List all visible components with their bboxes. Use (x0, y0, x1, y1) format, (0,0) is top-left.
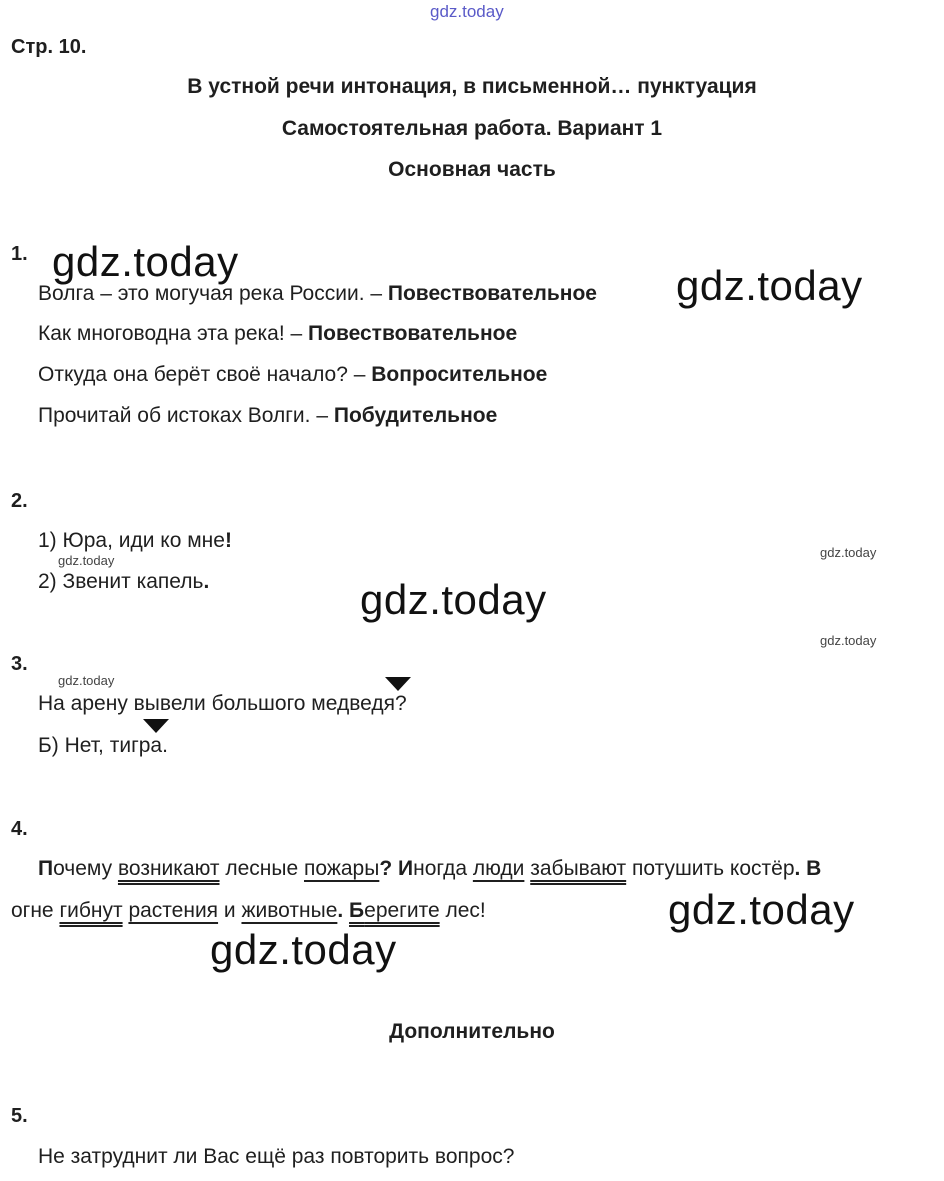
task-1-line (38, 282, 597, 306)
text-fragment: ногда (413, 857, 473, 880)
task-3-number: 3. (11, 653, 28, 675)
task-2-line (38, 529, 232, 553)
watermark: gdz.today (668, 886, 855, 933)
subject: животные (241, 899, 338, 922)
watermark: gdz.today (58, 553, 115, 568)
sentence-text: Прочитай об истоках Волги. – (38, 404, 334, 427)
sentence-text: Откуда она берёт своё начало? – (38, 363, 372, 386)
capital-letter: В (806, 857, 822, 880)
watermark: gdz.today (52, 238, 239, 285)
text-fragment: лесные (219, 857, 304, 880)
capital-letter: Б (349, 899, 365, 922)
task-2-number: 2. (11, 490, 28, 512)
page-title: В устной речи интонация, в письменной… пунктуация (187, 75, 757, 98)
task-5-number: 5. (11, 1105, 28, 1127)
predicate: гибнут (59, 899, 123, 922)
sentence-text: 1) Юра, иди ко мне (38, 529, 225, 552)
predicate (349, 899, 440, 922)
page-reference: Стр. 10. (11, 36, 87, 58)
text-fragment: огне (11, 899, 60, 922)
sentence-type-answer: Повествовательное (387, 282, 597, 305)
stress-marker-icon (143, 719, 169, 733)
section-heading-extra: Дополнительно (389, 1020, 555, 1043)
capital-letter: И (398, 857, 414, 880)
subject: люди (472, 857, 525, 880)
punctuation-mark: ? (379, 857, 398, 880)
punctuation-mark: ! (224, 529, 232, 552)
task-1-line (38, 363, 547, 387)
capital-letter: П (38, 857, 54, 880)
task-1-line (38, 404, 497, 428)
text-fragment: ерегите (364, 899, 440, 922)
watermark: gdz.today (676, 262, 863, 309)
sentence-type-answer: Побудительное (333, 404, 498, 427)
text-fragment: и (218, 899, 242, 922)
stress-marker-icon (385, 677, 411, 691)
sentence-type-answer: Вопросительное (371, 363, 548, 386)
task-1-line (38, 322, 517, 346)
text-fragment: потушить костёр (626, 857, 795, 880)
predicate: забывают (530, 857, 627, 880)
text-fragment: лес! (439, 899, 486, 922)
task-5-sentence: Не затруднит ли Вас ещё раз повторить вопрос? (38, 1145, 515, 1168)
watermark: gdz.today (820, 545, 877, 560)
page-subtitle: Самостоятельная работа. Вариант 1 (281, 117, 663, 140)
subject: пожары (304, 857, 380, 880)
task-2-line (38, 570, 209, 594)
task-3-question: На арену вывели большого медведя? (38, 692, 407, 715)
task-3-answer: Б) Нет, тигра. (38, 734, 168, 757)
watermark: gdz.today (820, 633, 877, 648)
task-4-line (11, 899, 486, 923)
watermark: gdz.today (58, 673, 115, 688)
subject: растения (128, 899, 219, 922)
sentence-text: Как многоводна эта река! – (38, 322, 309, 345)
watermark-top: gdz.today (430, 2, 504, 21)
section-heading-main: Основная часть (388, 158, 556, 181)
predicate: возникают (117, 857, 220, 880)
watermark: gdz.today (360, 576, 547, 623)
punctuation-mark: . (794, 857, 807, 880)
text-fragment: очему (53, 857, 118, 880)
punctuation-mark: . (337, 899, 350, 922)
punctuation-mark: . (203, 570, 210, 593)
task-1-number: 1. (11, 243, 28, 265)
sentence-text: 2) Звенит капель (38, 570, 204, 593)
sentence-type-answer: Повествовательное (308, 322, 518, 345)
watermark: gdz.today (210, 926, 397, 973)
task-4-line (38, 857, 821, 881)
task-4-number: 4. (11, 818, 28, 840)
sentence-text: Волга – это могучая река России. – (38, 282, 388, 305)
